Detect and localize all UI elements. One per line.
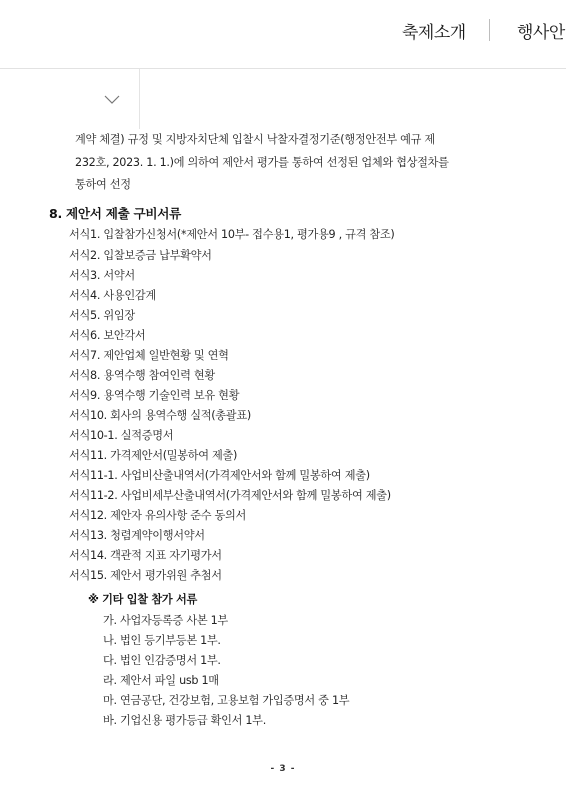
form-item: 서식8. 용역수행 참여인력 현황 — [69, 369, 215, 382]
form-item: 서식9. 용역수행 기술인력 보유 현황 — [69, 389, 240, 402]
form-item: 서식1. 입찰참가신청서(*제안서 10부- 접수용1, 평가용9 , 규격 참조) — [69, 228, 395, 241]
etc-item: 마. 연금공단, 건강보험, 고용보험 가입증명서 중 1부 — [103, 694, 350, 707]
form-item: 서식11. 가격제안서(밀봉하여 제출) — [69, 449, 238, 462]
etc-documents-title: ※ 기타 입찰 참가 서류 — [88, 593, 198, 606]
form-item: 서식14. 객관적 지표 자기평가서 — [69, 549, 222, 562]
etc-item: 나. 법인 등기부등본 1부. — [103, 634, 221, 647]
form-item: 서식10. 회사의 용역수행 실적(총괄표) — [69, 409, 251, 422]
etc-item: 바. 기업신용 평가등급 확인서 1부. — [103, 714, 266, 727]
form-item: 서식12. 제안자 유의사항 준수 동의서 — [69, 509, 247, 522]
form-item: 서식4. 사용인감계 — [69, 289, 156, 302]
form-item: 서식13. 청렴계약이행서약서 — [69, 529, 205, 542]
form-item: 서식3. 서약서 — [69, 269, 135, 282]
etc-item: 다. 법인 인감증명서 1부. — [103, 654, 221, 667]
etc-item: 라. 제안서 파일 usb 1매 — [103, 674, 219, 687]
form-item: 서식11-2. 사업비세부산출내역서(가격제안서와 함께 밀봉하여 제출) — [69, 489, 391, 502]
form-item: 서식7. 제안업체 일반현황 및 연혁 — [69, 349, 229, 362]
intro-line: 통하여 선정 — [75, 178, 131, 191]
form-item: 서식2. 입찰보증금 납부확약서 — [69, 249, 212, 262]
section-title: 8. 제안서 제출 구비서류 — [49, 206, 181, 221]
etc-item: 가. 사업자등록증 사본 1부 — [103, 614, 228, 627]
nav-festival-intro[interactable]: 축제소개 — [402, 23, 466, 43]
nav-event-info[interactable]: 행사안 — [517, 23, 565, 43]
form-item: 서식11-1. 사업비산출내역서(가격제안서와 함께 밀봉하여 제출) — [69, 469, 370, 482]
form-item: 서식10-1. 실적증명서 — [69, 429, 174, 442]
intro-line: 232호, 2023. 1. 1.)에 의하여 제안서 평가를 통하여 선정된 업체와 협상절차를 — [75, 156, 449, 169]
form-item: 서식5. 위임장 — [69, 309, 135, 322]
intro-line: 계약 체결) 규정 및 지방자치단체 입찰시 낙찰자결정기준(행정안전부 예규 제 — [75, 133, 435, 146]
form-item: 서식15. 제안서 평가위원 추첨서 — [69, 569, 222, 582]
form-item: 서식6. 보안각서 — [69, 329, 146, 342]
page-number: - 3 - — [270, 764, 296, 774]
